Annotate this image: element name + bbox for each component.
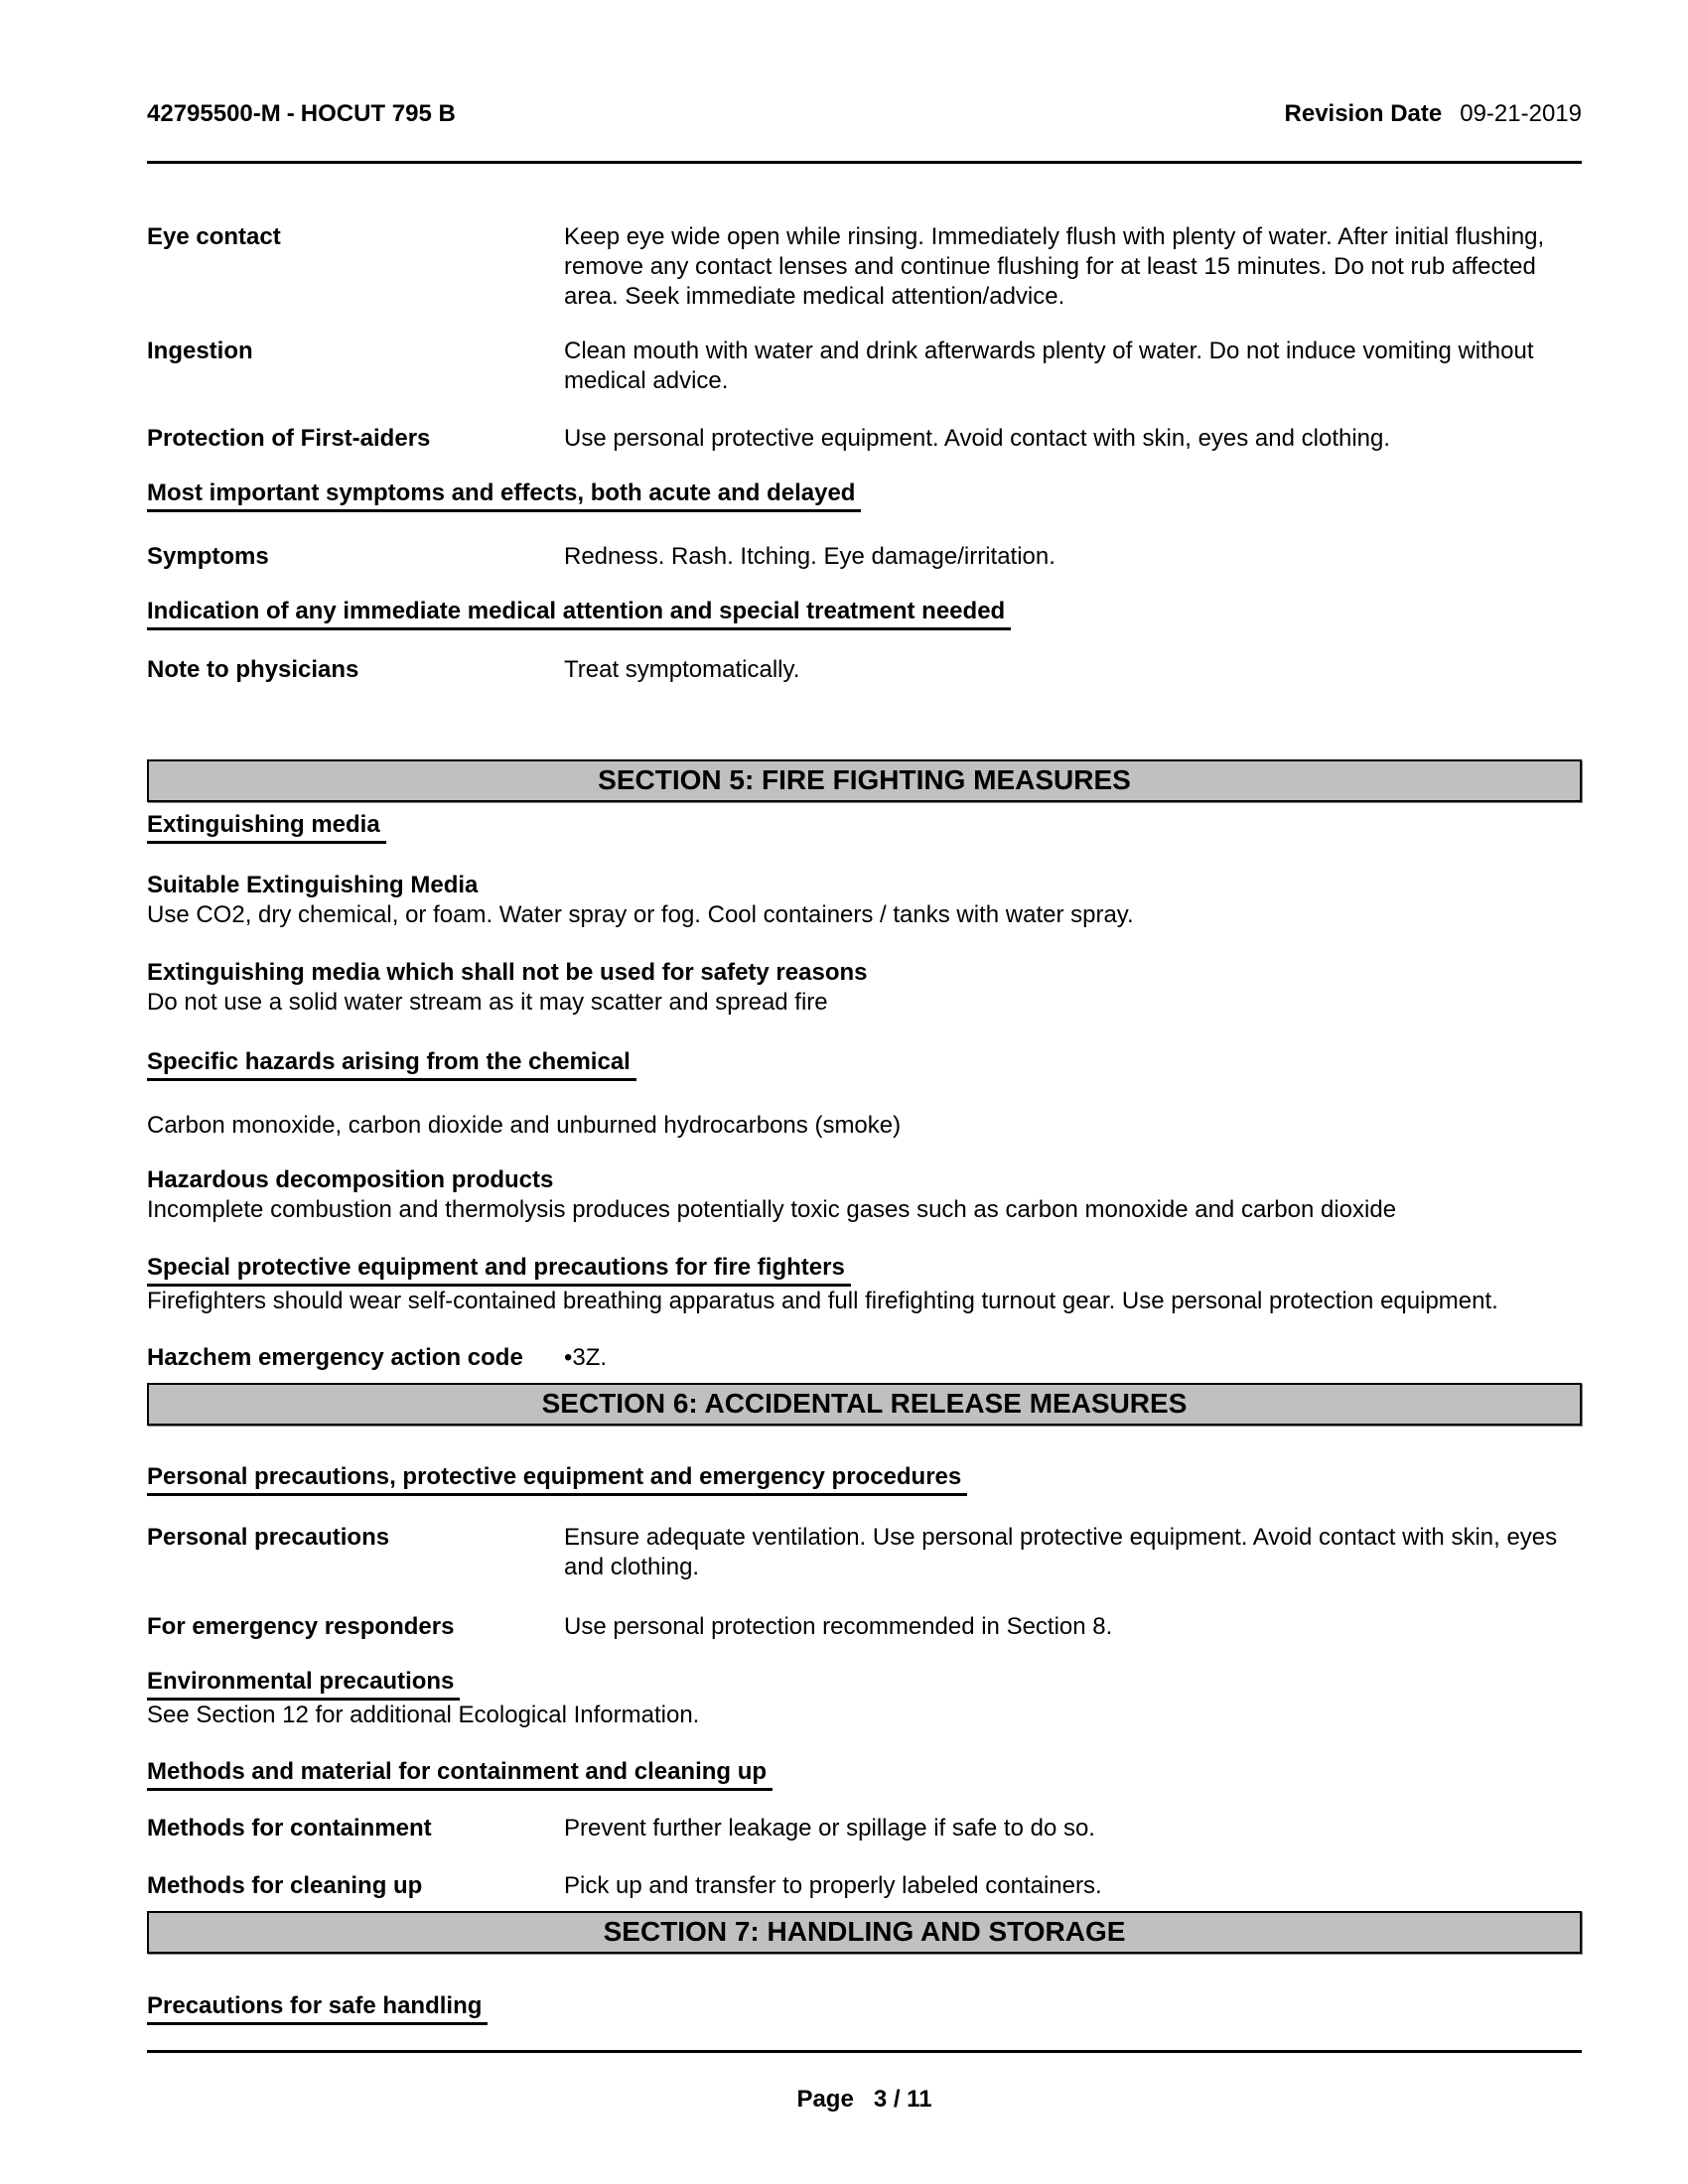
paragraph-environmental: See Section 12 for additional Ecological Information. [147, 1702, 700, 1728]
field-row-methods-containment [147, 1814, 1582, 1843]
field-value: Use personal protective equipment. Avoid contact with skin, eyes and clothing. [564, 425, 1391, 452]
subsection-heading-methods-containment: Methods and material for containment and cleaning up [147, 1757, 1582, 1791]
field-value: Ensure adequate ventilation. Use personal protective equipment. Avoid contact with skin, eyes and clothing. [564, 1524, 1558, 1580]
field-label: Symptoms [147, 543, 269, 570]
field-label: Note to physicians [147, 656, 359, 683]
field-value: Redness. Rash. Itching. Eye damage/irritation. [564, 543, 1055, 570]
product-name: HOCUT 795 B [300, 100, 456, 127]
field-label: Methods for containment [147, 1815, 432, 1842]
document-number: 42795500-M [147, 100, 281, 127]
field-row-personal-precautions [147, 1523, 1582, 1582]
page-header [147, 99, 1582, 129]
section-title: SECTION 5: FIRE FIGHTING MEASURES [598, 764, 1131, 795]
section-title: SECTION 6: ACCIDENTAL RELEASE MEASURES [541, 1388, 1188, 1419]
field-label: Personal precautions [147, 1524, 390, 1551]
field-row-symptoms [147, 542, 1582, 572]
field-value: Clean mouth with water and drink afterwards plenty of water. Do not induce vomiting without medical advice. [564, 338, 1534, 394]
subsection-heading-indication: Indication of any immediate medical attention and special treatment needed [147, 597, 1582, 630]
paragraph-protective-equipment: Firefighters should wear self-contained breathing apparatus and full firefighting turnout gear. Use personal protection equipment. [147, 1288, 1498, 1314]
header-revision [1285, 99, 1582, 129]
page-label: Page [796, 2086, 854, 2113]
section-banner-5 [147, 759, 1582, 802]
field-row-eye-contact [147, 222, 1582, 312]
subsection-heading-personal-precautions: Personal precautions, protective equipment and emergency procedures [147, 1462, 1582, 1496]
field-value: Prevent further leakage or spillage if safe to do so. [564, 1815, 1095, 1842]
header-divider [147, 161, 1582, 164]
revision-date-value: 09-21-2019 [1460, 100, 1582, 127]
subsection-heading-symptoms: Most important symptoms and effects, both acute and delayed [147, 478, 1582, 512]
field-row-methods-cleaning [147, 1871, 1582, 1901]
field-value: Keep eye wide open while rinsing. Immediately flush with plenty of water. After initial flushing, remove any contact lenses and continue flushing for at least 15 minutes. Do not rub affected area. Seek immediate medical attention/advice. [564, 223, 1545, 310]
subsection-heading-decomposition: Hazardous decomposition products [147, 1166, 554, 1193]
header-product-id [147, 99, 456, 129]
subsection-heading-media-not-used: Extinguishing media which shall not be used for safety reasons [147, 959, 868, 986]
subsection-heading-specific-hazards: Specific hazards arising from the chemical [147, 1047, 1582, 1081]
subsection-heading-environmental: Environmental precautions [147, 1667, 1582, 1701]
field-value: Pick up and transfer to properly labeled containers. [564, 1872, 1102, 1899]
field-label: Methods for cleaning up [147, 1872, 423, 1899]
paragraph-suitable-media: Use CO2, dry chemical, or foam. Water spray or fog. Cool containers / tanks with water spray. [147, 901, 1134, 928]
paragraph-specific-hazards: Carbon monoxide, carbon dioxide and unburned hydrocarbons (smoke) [147, 1112, 902, 1139]
field-label: Hazchem emergency action code [147, 1344, 523, 1371]
subsection-heading-suitable-media: Suitable Extinguishing Media [147, 872, 479, 898]
field-row-hazchem-code [147, 1343, 1582, 1373]
field-value: •3Z. [564, 1344, 608, 1371]
field-row-protection-first-aiders [147, 424, 1582, 454]
revision-date-label: Revision Date [1284, 100, 1443, 127]
field-label: Ingestion [147, 338, 253, 364]
page-footer [147, 2085, 1582, 2115]
field-row-note-to-physicians [147, 655, 1582, 685]
subsection-heading-safe-handling: Precautions for safe handling [147, 1991, 1582, 2025]
paragraph-decomposition: Incomplete combustion and thermolysis produces potentially toxic gases such as carbon monoxide and carbon dioxide [147, 1196, 1397, 1223]
paragraph-media-not-used: Do not use a solid water stream as it may scatter and spread fire [147, 989, 828, 1016]
subsection-heading-protective-equipment: Special protective equipment and precautions for fire fighters [147, 1253, 1582, 1287]
footer-divider [147, 2050, 1582, 2053]
field-label: Protection of First-aiders [147, 425, 431, 452]
field-label: For emergency responders [147, 1613, 455, 1640]
page-number: 3 / 11 [873, 2086, 932, 2113]
field-value: Treat symptomatically. [564, 656, 800, 683]
field-label: Eye contact [147, 223, 281, 250]
section-banner-7 [147, 1911, 1582, 1954]
field-row-emergency-responders [147, 1612, 1582, 1642]
header-separator: - [286, 100, 295, 127]
subsection-heading-extinguishing-media: Extinguishing media [147, 810, 1582, 844]
section-banner-6 [147, 1383, 1582, 1426]
section-title: SECTION 7: HANDLING AND STORAGE [603, 1916, 1126, 1947]
field-value: Use personal protection recommended in Section 8. [564, 1613, 1113, 1640]
field-row-ingestion [147, 337, 1582, 396]
